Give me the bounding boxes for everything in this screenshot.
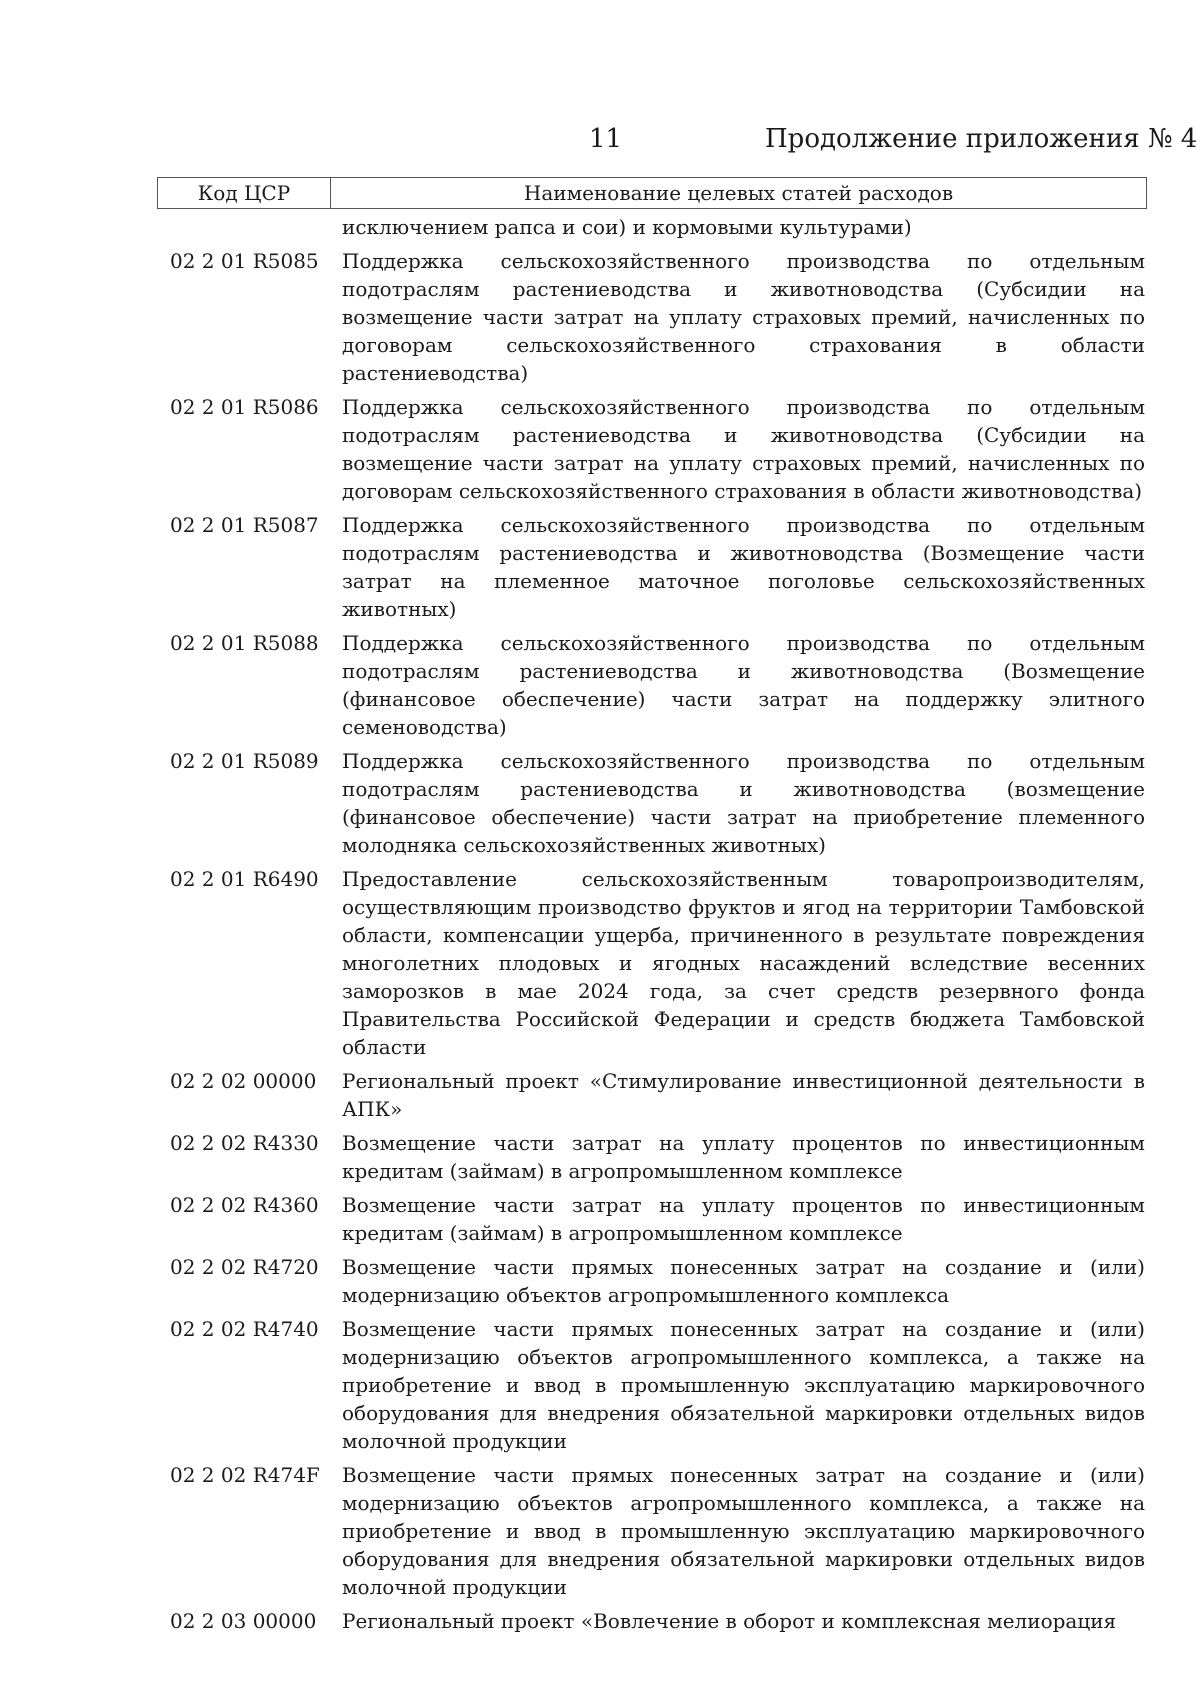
row-text: Предоставление сельскохозяйственным товаропроизводителям, осуществляющим производство фруктов и ягод на территории Тамбовской области, компенсации ущерба, причиненного в результате повреждения многолетних плодовых и ягодных насаждений вследствие весенних заморозков в мае 2024 года, за счет средств резервного фонда Правительства Российской Федерации и средств бюджета Тамбовской области [342,867,1145,1059]
column-header-name: Наименование целевых статей расходов [523,181,954,205]
row-text: Возмещение части затрат на уплату процентов по инвестиционным кредитам (займам) в агропромышленном комплексе [342,1131,1145,1183]
row-code: 02 2 03 00000 [170,1609,317,1633]
row-text: Поддержка сельскохозяйственного производства по отдельным подотраслям растениеводства и животноводства (Возмещение части затрат на племенное маточное поголовье сельскохозяйственных животных) [342,513,1145,621]
row-text: Возмещение части затрат на уплату процентов по инвестиционным кредитам (займам) в агропромышленном комплексе [342,1193,1145,1245]
row-code: 02 2 02 00000 [170,1069,317,1093]
row-code: 02 2 02 R474F [170,1463,320,1487]
table-row [170,1315,1145,1455]
row-text: Региональный проект «Вовлечение в оборот и комплексная мелиорация [342,1609,1117,1633]
column-header-code: Код ЦСР [158,178,331,208]
row-code: 02 2 01 R5085 [170,249,319,273]
row-code: 02 2 02 R4720 [170,1255,319,1279]
table-row [170,393,1145,505]
row-code: 02 2 01 R5088 [170,631,319,655]
row-text: Региональный проект «Стимулирование инвестиционной деятельности в АПК» [342,1069,1145,1121]
page-number: 11 [589,124,623,154]
row-text: Поддержка сельскохозяйственного производства по отдельным подотраслям растениеводства и животноводства (Возмещение (финансовое обеспечение) части затрат на поддержку элитного семеноводства) [342,631,1145,739]
table-header [157,177,1147,209]
row-code: 02 2 01 R5089 [170,749,319,773]
row-text: Возмещение части прямых понесенных затрат на создание и (или) модернизацию объектов агропромышленного комплекса, а также на приобретение и ввод в промышленную эксплуатацию маркировочного оборудования для внедрения обязательной маркировки отдельных видов молочной продукции [342,1463,1145,1599]
table-body [170,213,1145,1641]
table-row [170,247,1145,387]
row-text: Возмещение части прямых понесенных затрат на создание и (или) модернизацию объектов агропромышленного комплекса [342,1255,1145,1307]
row-code: 02 2 01 R5086 [170,395,319,419]
row-code: 02 2 01 R5087 [170,513,319,537]
table-row [170,629,1145,741]
row-text: Поддержка сельскохозяйственного производства по отдельным подотраслям растениеводства и животноводства (Субсидии на возмещение части затрат на уплату страховых премий, начисленных по договорам сельскохозяйственного страхования в области животноводства) [342,395,1145,503]
table-row [170,1461,1145,1601]
table-row [170,1129,1145,1185]
row-code: 02 2 02 R4360 [170,1193,319,1217]
table-row [170,511,1145,623]
table-row [170,865,1145,1061]
table-row [170,1067,1145,1123]
row-text: Поддержка сельскохозяйственного производства по отдельным подотраслям растениеводства и животноводства (возмещение (финансовое обеспечение) части затрат на приобретение племенного молодняка сельскохозяйственных животных) [342,749,1145,857]
row-text: Поддержка сельскохозяйственного производства по отдельным подотраслям растениеводства и животноводства (Субсидии на возмещение части затрат на уплату страховых премий, начисленных по договорам сельскохозяйственного страхования в области растениеводства) [342,249,1145,385]
row-code: 02 2 01 R6490 [170,867,319,891]
row-text: Возмещение части прямых понесенных затрат на создание и (или) модернизацию объектов агропромышленного комплекса, а также на приобретение и ввод в промышленную эксплуатацию маркировочного оборудования для внедрения обязательной маркировки отдельных видов молочной продукции [342,1317,1145,1453]
table-row [170,1191,1145,1247]
table-row [170,1253,1145,1309]
continuation-text: исключением рапса и сои) и кормовыми культурами) [342,215,912,239]
row-code: 02 2 02 R4330 [170,1131,319,1155]
table-row [170,1607,1145,1635]
appendix-label: Продолжение приложения № 4 [765,124,1198,154]
table-row [170,747,1145,859]
row-code: 02 2 02 R4740 [170,1317,319,1341]
